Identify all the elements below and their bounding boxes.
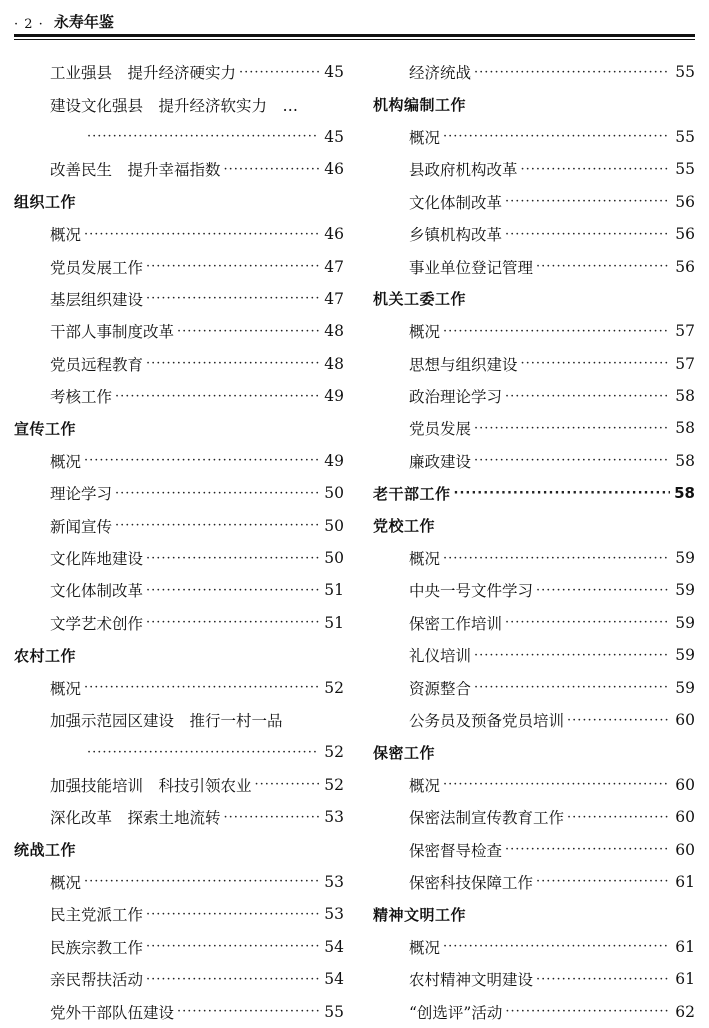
entry-title: 保密法制宣传教育工作	[409, 809, 565, 828]
page-ref: 60	[675, 775, 695, 794]
toc-entry[interactable]	[14, 736, 344, 768]
toc-entry[interactable]	[14, 283, 344, 315]
page-ref: 53	[324, 872, 344, 891]
page-ref: 51	[324, 613, 344, 632]
toc-entry[interactable]	[14, 995, 344, 1027]
toc-entry[interactable]	[14, 250, 344, 282]
entry-title: 县政府机构改革	[409, 161, 518, 180]
toc-entry[interactable]	[373, 704, 695, 736]
page-ref: 50	[324, 549, 344, 568]
toc-entry[interactable]	[373, 445, 695, 477]
dot-leader	[146, 907, 319, 922]
toc-right-column	[373, 56, 695, 1028]
page-ref: 52	[324, 743, 344, 762]
toc-entry[interactable]	[14, 866, 344, 898]
section-title: 精神文明工作	[373, 905, 467, 924]
entry-title: 概况	[50, 226, 82, 245]
page-ref: 58	[675, 451, 695, 470]
page-ref: 62	[675, 1002, 695, 1021]
entry-title: 概况	[409, 776, 441, 795]
page-ref: 55	[675, 63, 695, 82]
entry-title: 加强技能培训 科技引领农业	[50, 776, 252, 795]
page-ref: 56	[675, 192, 695, 211]
dot-leader	[87, 745, 319, 760]
toc-entry[interactable]	[14, 704, 344, 736]
section-title: 保密工作	[373, 743, 436, 762]
dot-leader	[454, 486, 670, 501]
entry-title: 亲民帮扶活动	[50, 971, 144, 990]
entry-title: 概况	[50, 452, 82, 471]
page-ref: 58	[674, 484, 695, 503]
page-ref: 56	[675, 225, 695, 244]
dot-leader	[443, 129, 670, 144]
toc-section-heading[interactable]	[373, 509, 695, 541]
toc-section-heading[interactable]	[14, 833, 344, 865]
toc-entry[interactable]	[373, 250, 695, 282]
toc-entry[interactable]	[373, 574, 695, 606]
toc-entry[interactable]	[14, 56, 344, 88]
dot-leader	[567, 810, 670, 825]
page-ref: 51	[324, 581, 344, 600]
dot-leader	[474, 453, 670, 468]
toc-entry[interactable]	[14, 607, 344, 639]
page-ref: 60	[675, 808, 695, 827]
dot-leader	[177, 1004, 319, 1019]
page-ref: 57	[675, 354, 695, 373]
dot-leader	[443, 777, 670, 792]
dot-leader	[84, 874, 319, 889]
entry-title: 经济统战	[409, 64, 472, 83]
page-ref: 47	[324, 257, 344, 276]
entry-title: 新闻宣传	[50, 517, 113, 536]
dot-leader	[84, 680, 319, 695]
dot-leader	[505, 1004, 670, 1019]
toc-entry[interactable]	[373, 218, 695, 250]
toc-entry[interactable]	[14, 218, 344, 250]
toc-section-heading[interactable]	[373, 88, 695, 120]
dot-leader	[536, 874, 670, 889]
dot-leader	[474, 65, 670, 80]
header-rule-thick	[14, 34, 695, 37]
entry-title: 概况	[50, 873, 82, 892]
dot-leader	[115, 389, 319, 404]
dot-leader	[115, 518, 319, 533]
toc-section-heading[interactable]	[373, 736, 695, 768]
page-number: · 2 ·	[14, 17, 44, 32]
page-ref: 55	[324, 1002, 344, 1021]
dot-leader	[177, 324, 319, 339]
dot-leader	[84, 453, 319, 468]
dot-leader	[87, 129, 319, 144]
dot-leader	[474, 680, 670, 695]
entry-title: 乡镇机构改革	[409, 226, 503, 245]
page-ref: 59	[675, 613, 695, 632]
page-ref: 55	[675, 127, 695, 146]
entry-title: 党员远程教育	[50, 355, 144, 374]
dot-leader	[474, 421, 670, 436]
toc-section-heading[interactable]	[373, 898, 695, 930]
toc-entry[interactable]	[14, 963, 344, 995]
dot-leader	[255, 777, 319, 792]
entry-title: 保密工作培训	[409, 614, 503, 633]
toc-entry[interactable]	[14, 801, 344, 833]
dot-leader	[146, 551, 319, 566]
page-ref: 61	[675, 937, 695, 956]
dot-leader	[521, 356, 670, 371]
page-ref: 55	[675, 160, 695, 179]
page-ref: 52	[324, 775, 344, 794]
dot-leader	[505, 227, 670, 242]
section-title: 老干部工作	[373, 484, 451, 503]
entry-title: 保密督导检查	[409, 841, 503, 860]
dot-leader	[505, 842, 670, 857]
section-title: 党校工作	[373, 517, 436, 536]
page-ref: 53	[324, 808, 344, 827]
dot-leader	[567, 713, 670, 728]
toc-entry[interactable]	[373, 769, 695, 801]
entry-title: 考核工作	[50, 388, 113, 407]
toc-entry[interactable]	[373, 121, 695, 153]
toc-entry[interactable]	[14, 769, 344, 801]
entry-title: 工业强县 提升经济硬实力	[50, 64, 237, 83]
entry-title: 文化阵地建设	[50, 550, 144, 569]
entry-title: 建设文化强县 提升经济软实力 …	[50, 96, 299, 115]
dot-leader	[505, 194, 670, 209]
page-ref: 54	[324, 970, 344, 989]
book-title: 永寿年鉴	[53, 13, 114, 31]
toc-entry[interactable]	[14, 509, 344, 541]
entry-title: 概况	[409, 938, 441, 957]
entry-title: 加强示范园区建设 推行一村一品	[50, 712, 283, 730]
page-ref: 50	[324, 516, 344, 535]
toc-section-heading[interactable]	[14, 186, 344, 218]
header-rule-thin	[14, 39, 695, 40]
dot-leader	[115, 486, 319, 501]
toc-entry[interactable]	[373, 542, 695, 574]
dot-leader	[505, 389, 670, 404]
entry-title: 概况	[409, 128, 441, 147]
toc-entry[interactable]	[373, 56, 695, 88]
entry-title: 党外干部队伍建设	[50, 1003, 175, 1022]
toc-entry[interactable]	[373, 963, 695, 995]
dot-leader	[474, 648, 670, 663]
dot-leader	[443, 324, 670, 339]
page-ref: 54	[324, 937, 344, 956]
toc-entry[interactable]	[373, 412, 695, 444]
entry-title: 资源整合	[409, 679, 472, 698]
dot-leader	[146, 972, 319, 987]
page-ref: 58	[675, 419, 695, 438]
entry-title: 民主党派工作	[50, 906, 144, 925]
toc-entry[interactable]	[14, 898, 344, 930]
dot-leader	[521, 162, 670, 177]
dot-leader	[239, 65, 319, 80]
dot-leader	[536, 259, 670, 274]
page-ref: 48	[324, 354, 344, 373]
toc-entry[interactable]	[373, 380, 695, 412]
toc-entry[interactable]	[373, 348, 695, 380]
toc-entry[interactable]	[14, 931, 344, 963]
page-ref: 52	[324, 678, 344, 697]
page-ref: 57	[675, 322, 695, 341]
dot-leader	[146, 356, 319, 371]
page-ref: 45	[324, 63, 344, 82]
entry-title: 政治理论学习	[409, 388, 503, 407]
entry-title: 廉政建设	[409, 452, 472, 471]
dot-leader	[443, 551, 670, 566]
entry-title: 基层组织建设	[50, 290, 144, 309]
entry-title: 保密科技保障工作	[409, 873, 534, 892]
page-ref: 49	[324, 387, 344, 406]
entry-title: 理论学习	[50, 485, 113, 504]
dot-leader	[146, 291, 319, 306]
entry-title: “创选评”活动	[409, 1003, 503, 1022]
toc-entry[interactable]	[373, 186, 695, 218]
entry-title: 事业单位登记管理	[409, 258, 534, 277]
entry-title: 文学艺术创作	[50, 614, 144, 633]
dot-leader	[536, 583, 670, 598]
toc-entry[interactable]	[373, 833, 695, 865]
entry-title: 干部人事制度改革	[50, 323, 175, 342]
page-ref: 60	[675, 840, 695, 859]
section-title: 农村工作	[14, 646, 77, 665]
toc-entry[interactable]	[373, 995, 695, 1027]
page-ref: 53	[324, 905, 344, 924]
toc-entry[interactable]	[14, 380, 344, 412]
entry-title: 深化改革 探索土地流转	[50, 809, 221, 828]
dot-leader	[146, 615, 319, 630]
entry-title: 文化体制改革	[50, 582, 144, 601]
page-ref: 61	[675, 970, 695, 989]
section-title: 组织工作	[14, 193, 77, 212]
entry-title: 党员发展	[409, 420, 472, 439]
toc-entry[interactable]	[14, 121, 344, 153]
toc-entry[interactable]	[373, 153, 695, 185]
dot-leader	[146, 259, 319, 274]
page-ref: 49	[324, 451, 344, 470]
entry-title: 概况	[50, 679, 82, 698]
page-ref: 50	[324, 484, 344, 503]
toc-entry[interactable]	[14, 348, 344, 380]
page-ref: 58	[675, 387, 695, 406]
dot-leader	[536, 972, 670, 987]
entry-title: 中央一号文件学习	[409, 582, 534, 601]
toc-entry[interactable]	[373, 931, 695, 963]
toc-entry[interactable]	[14, 542, 344, 574]
toc-entry[interactable]	[14, 88, 344, 120]
toc-entry[interactable]	[373, 866, 695, 898]
page-ref: 60	[675, 711, 695, 729]
page-ref: 61	[675, 872, 695, 891]
toc-entry[interactable]	[14, 671, 344, 703]
toc-section-heading[interactable]	[14, 639, 344, 671]
entry-title: 党员发展工作	[50, 258, 144, 277]
toc-entry[interactable]	[373, 801, 695, 833]
entry-title: 农村精神文明建设	[409, 971, 534, 990]
toc-entry[interactable]	[373, 639, 695, 671]
entry-title: 礼仪培训	[409, 647, 472, 666]
section-title: 机构编制工作	[373, 96, 467, 115]
entry-title: 概况	[409, 550, 441, 569]
entry-title: 思想与组织建设	[409, 355, 518, 374]
toc-entry[interactable]	[14, 445, 344, 477]
toc-entry[interactable]	[373, 607, 695, 639]
page-ref: 46	[324, 160, 344, 179]
toc-section-heading[interactable]	[373, 283, 695, 315]
page-ref: 59	[675, 646, 695, 665]
toc-section-heading[interactable]	[14, 412, 344, 444]
dot-leader	[84, 227, 319, 242]
entry-title: 改善民生 提升幸福指数	[50, 161, 221, 180]
page-ref: 47	[324, 289, 344, 308]
dot-leader	[443, 939, 670, 954]
toc-entry[interactable]	[14, 153, 344, 185]
dot-leader	[224, 810, 319, 825]
page-ref: 56	[675, 257, 695, 276]
section-title: 宣传工作	[14, 419, 77, 438]
entry-title: 概况	[409, 323, 441, 342]
page-ref: 59	[675, 581, 695, 600]
page-ref: 45	[324, 127, 344, 146]
dot-leader	[146, 939, 319, 954]
page-ref: 59	[675, 549, 695, 568]
toc-entry[interactable]	[14, 574, 344, 606]
toc-entry[interactable]	[373, 671, 695, 703]
toc-left-column	[14, 56, 344, 1028]
dot-leader	[146, 583, 319, 598]
page-header	[14, 6, 695, 32]
toc-entry[interactable]	[14, 477, 344, 509]
toc-entry[interactable]	[14, 315, 344, 347]
page-ref: 59	[675, 678, 695, 697]
entry-title: 民族宗教工作	[50, 938, 144, 957]
dot-leader	[505, 615, 670, 630]
page-ref: 48	[324, 322, 344, 341]
entry-title: 文化体制改革	[409, 193, 503, 212]
toc-section-heading[interactable]	[373, 477, 695, 509]
dot-leader	[224, 162, 319, 177]
toc-entry[interactable]	[373, 315, 695, 347]
page-ref: 46	[324, 225, 344, 244]
section-title: 统战工作	[14, 841, 77, 860]
entry-title: 公务员及预备党员培训	[409, 712, 565, 730]
section-title: 机关工委工作	[373, 290, 467, 309]
